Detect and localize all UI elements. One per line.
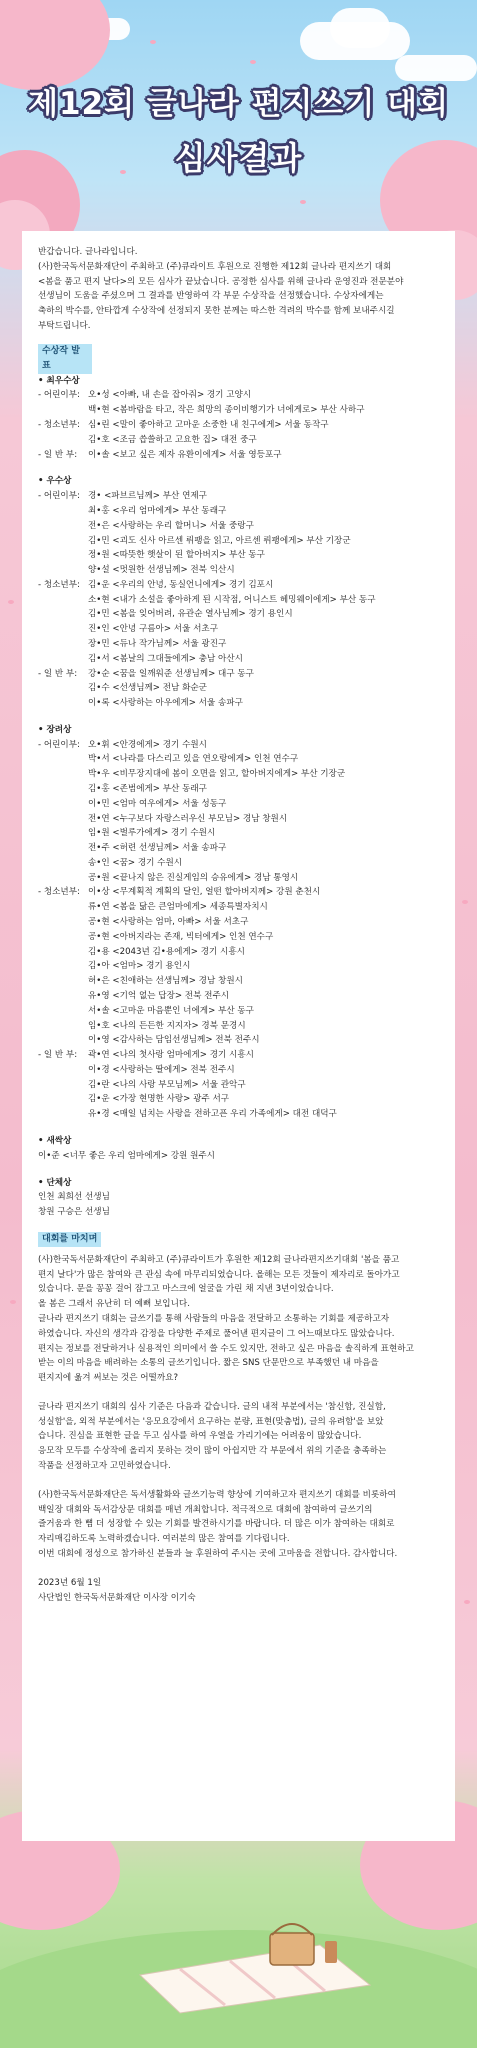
award-winner: 김•서 <봄날의 그대들에게> 충남 아산시: [88, 653, 243, 664]
award-entry: [38, 782, 439, 797]
award-winner: 양•설 <멋원한 선생님께> 전북 익산시: [88, 565, 235, 576]
award-category: [38, 767, 88, 782]
award-winner: 박•서 <나라를 다스리고 있을 연오랑에게> 인천 연수구: [88, 754, 299, 765]
award-entry: [38, 448, 439, 463]
award-entry: [38, 681, 439, 696]
award-category: [38, 1033, 88, 1048]
award-category: [38, 1063, 88, 1078]
award-entry: [38, 900, 439, 915]
award-entry: [38, 915, 439, 930]
award-entry: [38, 578, 439, 593]
award-entry: [38, 1033, 439, 1048]
award-entry: [38, 622, 439, 637]
award-category: - 어린이부:: [38, 390, 80, 401]
closing-text: [38, 1253, 439, 1605]
paragraph-gap: [38, 1386, 439, 1400]
award-winner: 이•준 <너무 좋은 우리 엄마에게> 강원 원주시: [38, 1150, 215, 1161]
award-category: [38, 915, 88, 930]
closing-line: 이번 대회에 정성으로 참가하신 분들과 늘 후원하여 주시는 곳에 고마움을 전합니다. 감사합니다.: [38, 1548, 398, 1559]
award-category: [38, 563, 88, 578]
award-category: [38, 433, 88, 448]
award-group: [38, 1134, 439, 1164]
closing-line: 작품을 선정하고자 고민하였습니다.: [38, 1461, 171, 1472]
award-winner: 김•수 <선생님께> 전남 화순군: [88, 683, 207, 694]
award-category: [38, 607, 88, 622]
paragraph-gap: [38, 1562, 439, 1576]
award-category: [38, 1019, 88, 1034]
award-category: [38, 930, 88, 945]
award-group-heading: • 단체상: [38, 1177, 72, 1188]
award-winner: 공•원 <끝나지 않은 진실게임의 승유에게> 경남 통영시: [88, 872, 299, 883]
award-entry: [38, 1190, 439, 1205]
award-category: [38, 519, 88, 534]
award-winner: 임•호 <나의 든든한 지지자> 경북 문경시: [88, 1020, 246, 1031]
award-entry: [38, 1048, 439, 1063]
award-winner: 이•영 <감사하는 담임선생님께> 전북 전주시: [88, 1035, 260, 1046]
award-entry: [38, 696, 439, 711]
award-entry: [38, 388, 439, 403]
closing-line: 받는 이의 마음을 배려하는 소통의 글쓰기입니다. 짧은 SNS 단문만으로 부족했던 내 마음을: [38, 1358, 379, 1369]
awards-section: [38, 344, 439, 1220]
award-winner: 임•원 <벌루가에게> 경기 수원시: [88, 828, 216, 839]
award-entry: [38, 403, 439, 418]
award-category: [38, 945, 88, 960]
intro-line: 부탁드립니다.: [38, 320, 91, 331]
closing-line: (사)한국독서문화재단이 주최하고 (주)큐라이트가 후원한 제12회 글나라편지쓰기대회 '봄을 품고: [38, 1254, 400, 1265]
intro-line: 축하의 박수를, 안타깝게 수상작에 선정되지 못한 분께는 따스한 격려의 박수를 함께 보내주시길: [38, 306, 395, 317]
award-winner: 오•휘 <안경에게> 경기 수원시: [88, 739, 207, 750]
closing-line: 글나라 편지쓰기 대회의 심사 기준은 다음과 같습니다. 글의 내적 부분에서는 '참신함, 진실함,: [38, 1401, 386, 1412]
award-winner: 이•솔 <보고 싶은 제자 유환이에게> 서울 영등포구: [88, 449, 282, 460]
award-entry: [38, 945, 439, 960]
award-winner: 경• <파브르님께> 부산 연제구: [88, 491, 207, 502]
title-line-2: 심사결과: [174, 139, 303, 177]
award-category: [38, 504, 88, 519]
intro-line: <봄을 품고 편지 날다>의 모든 심사가 끝났습니다. 공정한 심사를 위해 글나라 운영진과 전문분야: [38, 276, 404, 287]
award-category: [38, 548, 88, 563]
closing-line: 백일장 대회와 독서감상문 대회를 매년 개최합니다. 적극적으로 대회에 참여하여 글쓰기의: [38, 1504, 373, 1515]
intro-line: 반갑습니다. 글나라입니다.: [38, 247, 138, 257]
award-winner: 곽•연 <나의 첫사랑 엄마에게> 경기 시흥시: [88, 1050, 254, 1061]
award-category: [38, 403, 88, 418]
award-winner: 김•운 <우리의 안녕, 동실언니에게> 경기 김포시: [88, 579, 274, 590]
closing-line: 편지는 정보를 전달하거나 실용적인 의미에서 쓸 수도 있지만, 전하고 싶은 마음을 솔직하게 표현하고: [38, 1343, 414, 1354]
award-entry: [38, 593, 439, 608]
award-winner: 장•민 <듀나 작가님께> 서울 광진구: [88, 638, 227, 649]
award-category: [38, 826, 88, 841]
award-category: [38, 652, 88, 667]
award-entry: [38, 489, 439, 504]
award-group-heading: • 최우수상: [38, 375, 80, 386]
award-winner: 류•연 <봄을 닮은 큰엄마에게> 세종특별자치시: [88, 902, 268, 913]
closing-line: 글나라 편지쓰기 대회는 글쓰기를 통해 사람들의 마음을 전달하고 소통하는 기회를 제공하고자: [38, 1314, 390, 1324]
petal-decoration: [464, 1600, 470, 1604]
award-entry: [38, 504, 439, 519]
award-entry: [38, 637, 439, 652]
award-category: - 어린이부:: [38, 491, 80, 502]
award-category: [38, 534, 88, 549]
award-entry: [38, 667, 439, 682]
awards-section-tag: 수상작 발표: [38, 344, 92, 374]
award-winner: 이•록 <사랑하는 아우에게> 서울 송파구: [88, 698, 243, 709]
intro-line: (사)한국독서문화재단이 주최하고 (주)큐라이트 후원으로 진행한 제12회 글나라 편지쓰기 대회: [38, 261, 392, 272]
award-winner: 김•민 <괴도 신사 아르센 뤼팽을 읽고, 아르센 뤼팽에게> 부산 기장군: [88, 535, 351, 546]
closing-section-tag: 대회를 마치며: [38, 1232, 101, 1247]
closing-line: 2023년 6월 1일: [38, 1577, 102, 1588]
award-winner: 강•순 <꿈을 일깨워준 선생님께> 대구 동구: [88, 668, 254, 679]
award-entry: [38, 856, 439, 871]
content-panel: [22, 231, 455, 1841]
award-winner: 허•은 <친애하는 선생님께> 경남 창원시: [88, 976, 243, 987]
petal-decoration: [150, 40, 156, 44]
award-category: [38, 797, 88, 812]
closing-line: (사)한국독서문화재단은 독서생활화와 글쓰기능력 향상에 기여하고자 편지쓰기 대회를 비롯하여: [38, 1489, 396, 1500]
closing-line: 성실함'을, 외적 부분에서는 '응모요강에서 요구하는 분량, 표현(맞춤법), 글의 유려함'을 보았: [38, 1416, 384, 1427]
award-category: - 일 반 부:: [38, 449, 78, 460]
award-winner: 오•성 <아빠, 내 손을 잡아줘> 경기 고양시: [88, 390, 252, 401]
award-category: - 청소년부:: [38, 887, 80, 898]
award-winner: 송•인 <꿈> 경기 수원시: [88, 857, 183, 868]
petal-decoration: [8, 600, 14, 604]
award-winner: 최•홍 <우리 엄마에게> 부산 동래구: [88, 505, 227, 516]
closing-paragraph: [38, 1488, 439, 1562]
award-category: [38, 681, 88, 696]
award-winner: 김•호 <조금 씁쓸하고 고요한 집> 대전 중구: [88, 434, 257, 445]
award-category: [38, 1078, 88, 1093]
award-entry: [38, 959, 439, 974]
closing-paragraph: [38, 1576, 439, 1606]
award-winner: 공•현 <아버지라는 존재, 빅터에게> 인천 연수구: [88, 931, 274, 942]
award-entry: [38, 812, 439, 827]
award-entry: [38, 974, 439, 989]
closing-line: 편지지에 옮겨 써보는 것은 어떨까요?: [38, 1373, 179, 1384]
award-winner: 정•원 <따뜻한 햇살이 된 할아버지> 부산 동구: [88, 550, 265, 561]
picnic-blanket-illustration: [120, 1905, 380, 2015]
award-entry: [38, 797, 439, 812]
award-entry: [38, 1149, 439, 1164]
award-category: - 어린이부:: [38, 739, 80, 750]
award-group-heading: • 우수상: [38, 476, 72, 487]
award-winner: 김•민 <봄을 잊어버려, 유관순 열사님께> 경기 용인시: [88, 609, 293, 620]
award-entry: [38, 607, 439, 622]
award-entry: [38, 1092, 439, 1107]
petal-decoration: [300, 200, 306, 204]
award-winner: 소•현 <내가 소설을 좋아하게 된 시작점, 어니스트 헤밍웨이에게> 부산 동구: [88, 594, 376, 605]
award-category: [38, 593, 88, 608]
award-entry: [38, 652, 439, 667]
award-entry: [38, 841, 439, 856]
closing-line: 습니다. 진심을 표현한 글을 두고 심사를 하여 우열을 가리기에는 어려움이 많았습니다.: [38, 1431, 362, 1442]
petal-decoration: [250, 60, 256, 64]
award-category: [38, 841, 88, 856]
award-entry: [38, 563, 439, 578]
award-group-heading: • 장려상: [38, 724, 72, 735]
award-entry: [38, 1078, 439, 1093]
award-winner: 전•주 <허련 선생님께> 서울 송파구: [88, 843, 227, 854]
closing-line: 즐거움과 한 뼘 더 성장할 수 있는 기회를 발견하시기를 바랍니다. 더 많은 이가 참여하는 대회로: [38, 1519, 395, 1530]
award-winner: 백•현 <봄바람을 타고, 작은 희망의 종이비행기가 너에게로> 부산 사하구: [88, 405, 365, 416]
award-category: [38, 812, 88, 827]
award-group: [38, 474, 439, 711]
award-category: [38, 1004, 88, 1019]
award-category: [38, 1107, 88, 1122]
closing-line: 올 봄은 그래서 유난히 더 예뻐 보입니다.: [38, 1299, 190, 1310]
award-category: [38, 974, 88, 989]
award-category: [38, 696, 88, 711]
award-entry: [38, 930, 439, 945]
cherry-blossom-cluster: [0, 0, 110, 90]
award-entry: [38, 1107, 439, 1122]
award-category: - 일 반 부:: [38, 668, 78, 679]
award-entry: [38, 738, 439, 753]
award-entry: [38, 534, 439, 549]
award-entry: [38, 885, 439, 900]
award-category: [38, 637, 88, 652]
award-group: [38, 723, 439, 1122]
award-category: [38, 959, 88, 974]
cloud-decoration: [330, 8, 390, 48]
award-winner: 창원 구승은 선생님: [38, 1207, 110, 1218]
award-winner: 김•란 <나의 사랑 부모님께> 서울 관악구: [88, 1079, 246, 1090]
award-winner: 유•경 <매일 넘치는 사랑을 전하고픈 우리 가족에게> 대전 대덕구: [88, 1109, 337, 1120]
award-entry: [38, 1004, 439, 1019]
award-entry: [38, 1063, 439, 1078]
petal-decoration: [462, 900, 468, 904]
award-category: - 청소년부:: [38, 420, 80, 431]
award-category: [38, 782, 88, 797]
award-category: [38, 1092, 88, 1107]
award-entry: [38, 752, 439, 767]
award-group-heading: • 새싹상: [38, 1135, 72, 1146]
award-entry: [38, 1205, 439, 1220]
closing-line: 응모작 모두를 수상작에 올리지 못하는 것이 많이 아쉽지만 각 부문에서 위의 기준을 충족하는: [38, 1446, 387, 1457]
closing-section: [38, 1232, 439, 1605]
award-winner: 진•인 <안녕 구름아> 서울 서초구: [88, 624, 219, 635]
petal-decoration: [10, 1300, 16, 1304]
award-group: [38, 374, 439, 463]
award-entry: [38, 519, 439, 534]
closing-line: 자리매김하도록 노력하겠습니다. 여러분의 많은 참여를 기다립니다.: [38, 1534, 290, 1545]
award-winner: 인천 최희선 선생님: [38, 1192, 110, 1203]
closing-line: 사단법인 한국독서문화재단 이사장 이기숙: [38, 1592, 196, 1603]
award-winner: 박•우 <비무장지대에 봄이 오면을 읽고, 할아버지에게> 부산 기장군: [88, 769, 346, 780]
award-entry: [38, 826, 439, 841]
award-winner: 전•연 <누구보다 자랑스러우신 부모님> 경남 창원시: [88, 813, 288, 824]
award-category: [38, 752, 88, 767]
page-title: [0, 78, 477, 179]
award-winner: 서•솔 <고마운 마음뿐인 너에게> 부산 동구: [88, 1005, 254, 1016]
award-entry: [38, 548, 439, 563]
closing-paragraph: [38, 1253, 439, 1386]
award-winner: 김•홍 <존범에게> 부산 동래구: [88, 784, 207, 794]
award-category: [38, 900, 88, 915]
closing-line: 하였습니다. 자신의 생각과 감정을 다양한 주제로 풀어낸 편지글이 그 어느때보다도 많았습니다.: [38, 1328, 395, 1339]
award-category: - 일 반 부:: [38, 1050, 78, 1061]
award-groups: [38, 374, 439, 1220]
award-category: [38, 856, 88, 871]
award-entry: [38, 871, 439, 886]
award-winner: 이•경 <사랑하는 딸에게> 전북 전주시: [88, 1064, 235, 1075]
award-entry: [38, 433, 439, 448]
award-category: [38, 622, 88, 637]
award-winner: 김•아 <엄마> 경기 용인시: [88, 961, 191, 972]
award-category: - 청소년부:: [38, 579, 80, 590]
award-entry: [38, 1019, 439, 1034]
award-winner: 이•상 <무계획적 계획의 달인, 얼떤 할아버지께> 강원 춘천시: [88, 887, 321, 898]
closing-paragraph: [38, 1400, 439, 1474]
title-line-1: 제12회 글나라 편지쓰기 대회: [28, 86, 449, 122]
award-winner: 이•민 <엄마 여우에게> 서울 성동구: [88, 798, 227, 809]
award-entry: [38, 989, 439, 1004]
intro-paragraph: [38, 245, 439, 334]
closing-line: 있습니다. 문을 꽁꽁 걸어 잠그고 마스크에 얼굴을 가린 채 지낸 3년이었습니다.: [38, 1284, 334, 1295]
award-winner: 전•은 <사랑하는 우리 할머니> 서울 중랑구: [88, 520, 254, 531]
award-winner: 김•운 <가장 현명한 사랑> 광주 서구: [88, 1094, 230, 1105]
award-winner: 유•영 <기억 없는 답장> 전북 전주시: [88, 990, 230, 1001]
award-group: [38, 1176, 439, 1220]
award-entry: [38, 418, 439, 433]
award-category: [38, 989, 88, 1004]
award-winner: 공•현 <사랑하는 엄마, 아빠> 서울 서초구: [88, 917, 249, 928]
closing-line: 편지 날다'가 많은 참여와 큰 관심 속에 마무리되었습니다. 올해는 모든 것들이 제자리로 돌아가고: [38, 1269, 400, 1280]
intro-line: 선생님이 도움을 주셨으며 그 결과를 반영하여 각 부문 수상작을 선정했습니다. 수상자에게는: [38, 291, 384, 302]
award-entry: [38, 767, 439, 782]
award-winner: 김•용 <2043년 김•용에게> 경기 시흥시: [88, 946, 245, 957]
award-category: [38, 871, 88, 886]
paragraph-gap: [38, 1474, 439, 1488]
award-winner: 심•린 <말이 좋아하고 고마운 소중한 내 친구에게> 서울 동작구: [88, 420, 329, 431]
